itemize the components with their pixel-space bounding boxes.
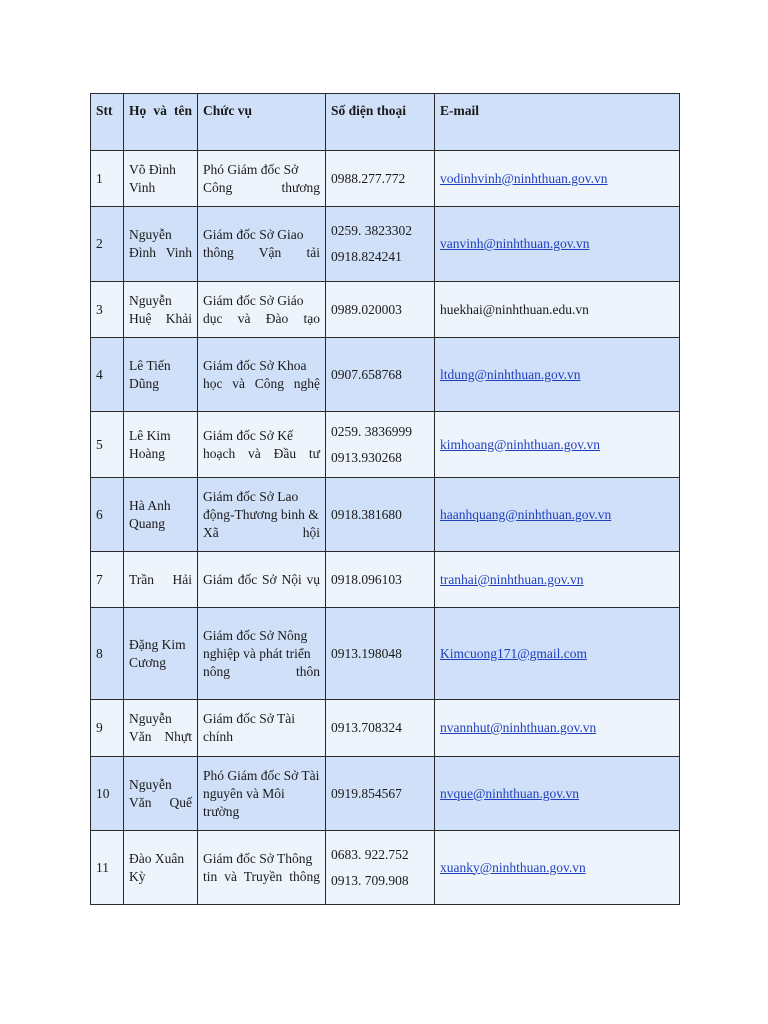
email-link[interactable]: ltdung@ninhthuan.gov.vn bbox=[440, 366, 581, 382]
phone-number: 0988.277.772 bbox=[331, 170, 406, 186]
header-phone: Số điện thoại bbox=[326, 94, 435, 151]
email-link[interactable]: tranhai@ninhthuan.gov.vn bbox=[440, 571, 584, 587]
header-position: Chức vụ bbox=[198, 94, 326, 151]
cell-position: Giám đốc Sở Khoa học và Công nghệ bbox=[198, 338, 326, 412]
table-row bbox=[91, 608, 680, 700]
cell-phone bbox=[326, 757, 435, 831]
cell-position: Giám đốc Sở Nông nghiệp và phát triển nông thôn bbox=[198, 608, 326, 700]
cell-position: Giám đốc Sở Kế hoạch và Đầu tư bbox=[198, 412, 326, 478]
cell-stt: 5 bbox=[91, 412, 124, 478]
cell-stt: 4 bbox=[91, 338, 124, 412]
cell-position: Giám đốc Sở Tài chính bbox=[198, 700, 326, 757]
email-link[interactable]: haanhquang@ninhthuan.gov.vn bbox=[440, 506, 612, 522]
phone-number: 0913.930268 bbox=[331, 449, 402, 465]
cell-position: Phó Giám đốc Sở Công thương bbox=[198, 151, 326, 207]
email-text: huekhai@ninhthuan.edu.vn bbox=[440, 301, 589, 317]
cell-name: Nguyễn Đình Vinh bbox=[124, 207, 198, 282]
cell-phone bbox=[326, 552, 435, 608]
table-row bbox=[91, 207, 680, 282]
cell-name: Nguyễn Văn Quế bbox=[124, 757, 198, 831]
table-row bbox=[91, 757, 680, 831]
cell-email bbox=[435, 412, 680, 478]
cell-email bbox=[435, 608, 680, 700]
cell-name: Võ Đình Vinh bbox=[124, 151, 198, 207]
table-row bbox=[91, 831, 680, 905]
table-row bbox=[91, 552, 680, 608]
cell-stt: 10 bbox=[91, 757, 124, 831]
cell-email bbox=[435, 207, 680, 282]
cell-phone bbox=[326, 478, 435, 552]
cell-email bbox=[435, 338, 680, 412]
cell-name: Lê Kim Hoàng bbox=[124, 412, 198, 478]
phone-number: 0683. 922.752 bbox=[331, 846, 409, 862]
cell-name: Đặng Kim Cương bbox=[124, 608, 198, 700]
cell-phone bbox=[326, 207, 435, 282]
header-row bbox=[91, 94, 680, 151]
table-row bbox=[91, 282, 680, 338]
email-link[interactable]: Kimcuong171@gmail.com bbox=[440, 645, 588, 661]
phone-number: 0913.198048 bbox=[331, 645, 402, 661]
email-link[interactable]: xuanky@ninhthuan.gov.vn bbox=[440, 859, 586, 875]
phone-number: 0259. 3823302 bbox=[331, 223, 412, 238]
header-stt: Stt bbox=[91, 94, 124, 151]
cell-email bbox=[435, 552, 680, 608]
cell-email bbox=[435, 700, 680, 757]
cell-position: Giám đốc Sở Giáo dục và Đào tạo bbox=[198, 282, 326, 338]
phone-number: 0918.824241 bbox=[331, 249, 402, 264]
cell-stt: 6 bbox=[91, 478, 124, 552]
email-link[interactable]: nvque@ninhthuan.gov.vn bbox=[440, 785, 580, 801]
cell-stt: 7 bbox=[91, 552, 124, 608]
cell-position: Giám đốc Sở Thông tin và Truyền thông bbox=[198, 831, 326, 905]
header-email: E-mail bbox=[435, 94, 680, 151]
cell-name: Lê Tiến Dũng bbox=[124, 338, 198, 412]
table-row bbox=[91, 700, 680, 757]
phone-number: 0913.708324 bbox=[331, 720, 402, 735]
header-name: Họ và tên bbox=[124, 94, 198, 151]
cell-position: Giám đốc Sở Lao động-Thương binh & Xã hội bbox=[198, 478, 326, 552]
cell-phone bbox=[326, 700, 435, 757]
cell-stt: 9 bbox=[91, 700, 124, 757]
cell-name: Hà Anh Quang bbox=[124, 478, 198, 552]
phone-number: 0918.381680 bbox=[331, 506, 402, 522]
table-row bbox=[91, 478, 680, 552]
cell-phone bbox=[326, 338, 435, 412]
directory-table bbox=[90, 93, 680, 905]
cell-position: Giám đốc Sở Nội vụ bbox=[198, 552, 326, 608]
cell-phone bbox=[326, 608, 435, 700]
cell-email bbox=[435, 757, 680, 831]
cell-phone bbox=[326, 151, 435, 207]
phone-number: 0918.096103 bbox=[331, 571, 402, 587]
cell-stt: 11 bbox=[91, 831, 124, 905]
cell-stt: 2 bbox=[91, 207, 124, 282]
cell-position: Phó Giám đốc Sở Tài nguyên và Môi trường bbox=[198, 757, 326, 831]
cell-phone bbox=[326, 412, 435, 478]
cell-stt: 1 bbox=[91, 151, 124, 207]
phone-number: 0259. 3836999 bbox=[331, 423, 412, 439]
phone-number: 0913. 709.908 bbox=[331, 872, 409, 888]
cell-stt: 8 bbox=[91, 608, 124, 700]
cell-name: Đào Xuân Kỳ bbox=[124, 831, 198, 905]
cell-phone bbox=[326, 282, 435, 338]
cell-name: Nguyễn Huệ Khải bbox=[124, 282, 198, 338]
cell-email bbox=[435, 831, 680, 905]
cell-name: Trần Hải bbox=[124, 552, 198, 608]
email-link[interactable]: vodinhvinh@ninhthuan.gov.vn bbox=[440, 170, 608, 186]
phone-number: 0919.854567 bbox=[331, 785, 402, 801]
table-row bbox=[91, 151, 680, 207]
cell-email bbox=[435, 478, 680, 552]
table-row bbox=[91, 412, 680, 478]
cell-stt: 3 bbox=[91, 282, 124, 338]
phone-number: 0907.658768 bbox=[331, 366, 402, 382]
email-link[interactable]: kimhoang@ninhthuan.gov.vn bbox=[440, 436, 601, 452]
cell-name: Nguyễn Văn Nhựt bbox=[124, 700, 198, 757]
cell-position: Giám đốc Sở Giao thông Vận tải bbox=[198, 207, 326, 282]
email-link[interactable]: vanvinh@ninhthuan.gov.vn bbox=[440, 236, 590, 251]
cell-email bbox=[435, 282, 680, 338]
table-row bbox=[91, 338, 680, 412]
email-link[interactable]: nvannhut@ninhthuan.gov.vn bbox=[440, 720, 597, 735]
phone-number: 0989.020003 bbox=[331, 301, 402, 317]
cell-phone bbox=[326, 831, 435, 905]
cell-email bbox=[435, 151, 680, 207]
